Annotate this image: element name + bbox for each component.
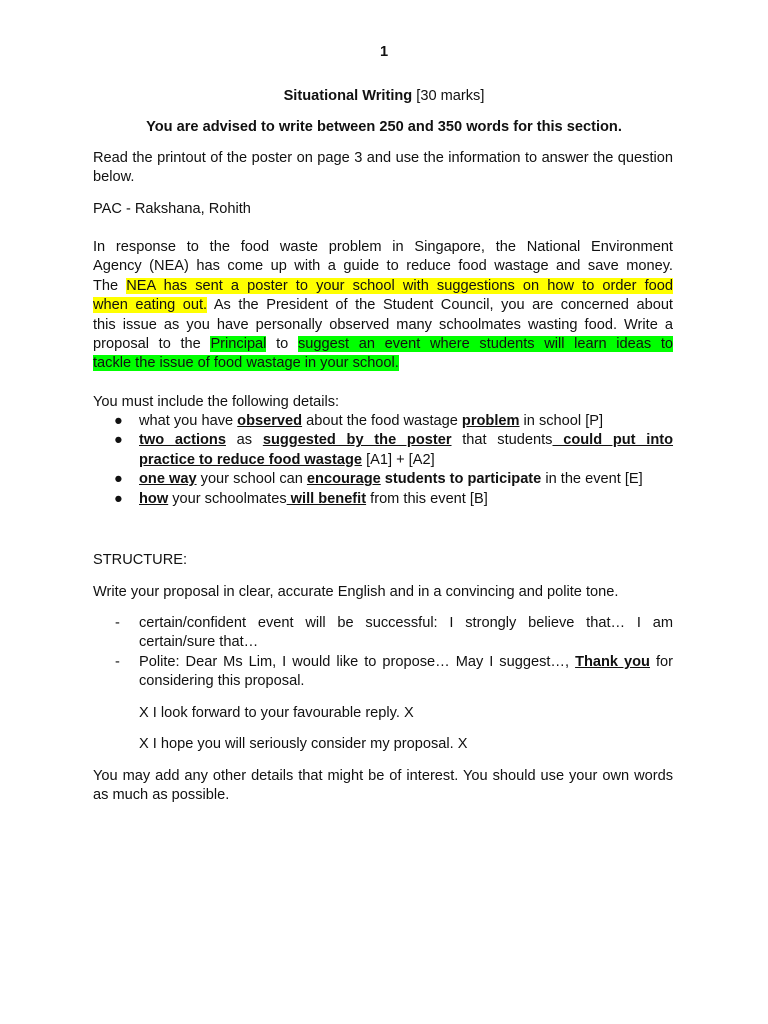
- keyword-two-actions: two actions: [139, 432, 226, 449]
- keyword-how: how: [139, 490, 169, 507]
- structure-text: for considering this proposal.: [139, 653, 674, 690]
- highlight-green: Principal: [210, 336, 267, 353]
- keyword-will-benefit: will benefit: [286, 490, 367, 507]
- structure-text: certain/confident event will be successful: I strongly believe that… I am certain/sure that…: [139, 615, 673, 651]
- details-list: [93, 412, 673, 509]
- detail-line: [139, 431, 673, 450]
- details-intro: You must include the following details:: [93, 394, 340, 410]
- detail-text: that students: [451, 432, 553, 449]
- structure-heading: STRUCTURE:: [93, 552, 188, 568]
- structure-text: Polite: Dear Ms Lim, I would like to propose… May I suggest…,: [139, 653, 576, 670]
- scenario-text: The: [93, 277, 127, 294]
- keyword-suggested: suggested by the poster: [262, 432, 452, 449]
- keyword-one-way: one way: [139, 471, 197, 488]
- closing-paragraph: You may add any other details that might be of interest. You should use your own words as much as possible.: [93, 768, 673, 804]
- structure-instruction: Write your proposal in clear, accurate English and in a convincing and polite tone.: [93, 584, 619, 600]
- page-number: 1: [379, 44, 389, 60]
- section-marks: [30 marks]: [412, 88, 485, 104]
- structure-item-polite: [93, 653, 673, 692]
- scenario-text: proposal to the: [93, 336, 211, 353]
- keyword-practice: practice to reduce food wastage: [139, 451, 363, 468]
- detail-item-one-way: [93, 470, 673, 489]
- scenario-text: As the President of the Student Council, you are concerned about: [207, 297, 673, 314]
- scenario-line: this issue as you have personally observed many schoolmates wasting food. Write a: [93, 316, 673, 333]
- scenario-line: In response to the food waste problem in Singapore, the National Environment: [93, 239, 673, 255]
- keyword-thank-you: Thank you: [575, 653, 650, 670]
- detail-item-two-actions: [93, 431, 673, 470]
- keyword-encourage: encourage: [306, 471, 381, 488]
- detail-text: [A1] + [A2]: [362, 451, 435, 468]
- avoid-phrase-2: X I hope you will seriously consider my proposal. X: [139, 736, 468, 752]
- section-title: [0, 87, 768, 106]
- keyword-students-participate: students to participate: [380, 471, 542, 488]
- bullet-icon: ●: [114, 413, 123, 429]
- bullet-icon: ●: [114, 471, 123, 488]
- highlight-green: tackle the issue of food wastage in your school.: [93, 355, 399, 372]
- keyword-observed: observed: [237, 413, 303, 429]
- keyword-could-put: could put into: [552, 432, 674, 449]
- detail-text: your school can: [196, 471, 307, 488]
- bullet-icon: ●: [114, 490, 123, 507]
- scenario-paragraph: [93, 238, 673, 374]
- detail-text: what you have: [139, 413, 238, 429]
- scenario-line: [93, 335, 673, 354]
- scenario-line: Agency (NEA) has come up with a guide to reduce food wastage and save money.: [93, 258, 673, 275]
- dash-icon: -: [115, 615, 120, 631]
- detail-text: in school [P]: [519, 413, 604, 429]
- keyword-problem: problem: [461, 413, 520, 429]
- detail-line: [139, 451, 673, 470]
- scenario-text: to: [266, 336, 298, 353]
- avoid-phrase-1: X I look forward to your favourable reply. X: [139, 705, 414, 721]
- highlight-yellow: NEA has sent a poster to your school with suggestions on how to order food: [126, 277, 673, 294]
- scenario-line: [93, 277, 673, 296]
- bullet-icon: ●: [114, 432, 123, 449]
- pac-names: PAC - Rakshana, Rohith: [93, 201, 251, 217]
- scenario-line: [93, 354, 673, 373]
- section-title-text: Situational Writing: [283, 88, 413, 104]
- structure-list: [93, 614, 673, 692]
- detail-text: your schoolmates: [168, 490, 287, 507]
- dash-icon: -: [115, 653, 120, 670]
- detail-text: about the food wastage: [302, 413, 462, 429]
- scenario-line: [93, 296, 673, 315]
- highlight-green: suggest an event where students will learn ideas to: [297, 336, 674, 353]
- word-count-advice: You are advised to write between 250 and 350 words for this section.: [146, 119, 622, 135]
- detail-item-how: [93, 490, 673, 509]
- detail-item-observed: [93, 412, 673, 431]
- detail-text: in the event [E]: [541, 471, 643, 488]
- instruction-paragraph: Read the printout of the poster on page 3 and use the information to answer the question below.: [93, 150, 673, 186]
- structure-item-certain: [93, 614, 673, 653]
- detail-text: from this event [B]: [366, 490, 488, 507]
- highlight-yellow: when eating out.: [93, 297, 208, 314]
- detail-text: as: [225, 432, 263, 449]
